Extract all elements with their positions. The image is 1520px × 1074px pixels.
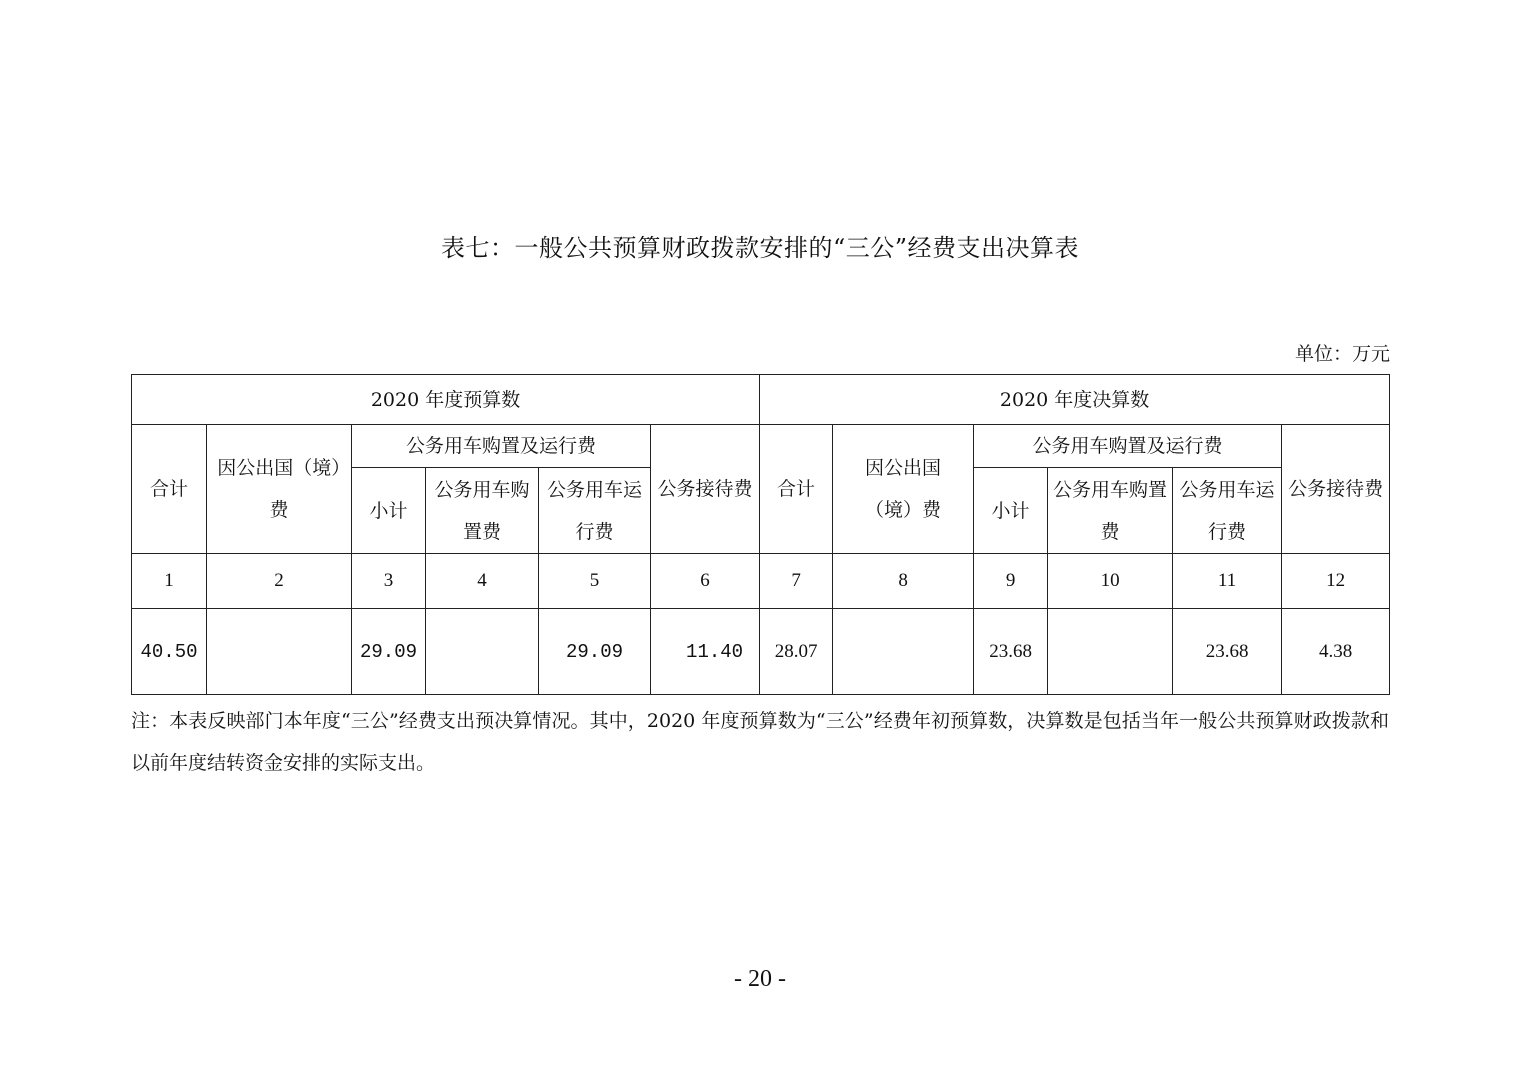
budget-total-value: 40.50 — [132, 609, 207, 695]
final-group-header: 2020 年度决算数 — [760, 375, 1390, 425]
budget-group-header: 2020 年度预算数 — [132, 375, 760, 425]
index-cell: 6 — [651, 554, 760, 609]
index-cell: 11 — [1173, 554, 1282, 609]
page-number: - 20 - — [734, 966, 786, 992]
final-subtotal-header: 小计 — [974, 468, 1048, 554]
index-cell: 7 — [760, 554, 833, 609]
budget-reception-value: 11.40 — [651, 609, 760, 695]
unit-label: 单位：万元 — [1294, 343, 1390, 365]
final-vehicle-operation-header: 公务用车运行费 — [1173, 468, 1282, 554]
budget-vehicle-operation-value: 29.09 — [539, 609, 651, 695]
index-cell: 9 — [974, 554, 1048, 609]
index-row — [132, 554, 1390, 609]
column-header-row — [132, 425, 1390, 468]
sangong-expenditure-table — [131, 374, 1390, 695]
budget-subtotal-value: 29.09 — [352, 609, 426, 695]
final-vehicle-purchase-value — [1048, 609, 1173, 695]
final-reception-header: 公务接待费 — [1282, 425, 1390, 554]
index-cell: 3 — [352, 554, 426, 609]
budget-subtotal-header: 小计 — [352, 468, 426, 554]
final-reception-value: 4.38 — [1282, 609, 1390, 695]
budget-abroad-header: 因公出国（境）费 — [207, 425, 352, 554]
data-row — [132, 609, 1390, 695]
budget-vehicle-operation-header: 公务用车运行费 — [539, 468, 651, 554]
budget-reception-header: 公务接待费 — [651, 425, 760, 554]
budget-abroad-value — [207, 609, 352, 695]
budget-vehicle-purchase-header: 公务用车购置费 — [426, 468, 539, 554]
table-note: 注：本表反映部门本年度“三公”经费支出预决算情况。其中，2020 年度预算数为“三公”经费年初预算数，决算数是包括当年一般公共预算财政拨款和以前年度结转资金安排的实际支出。 — [131, 710, 1389, 774]
final-vehicle-purchase-header: 公务用车购置费 — [1048, 468, 1173, 554]
final-subtotal-value: 23.68 — [974, 609, 1048, 695]
index-cell: 10 — [1048, 554, 1173, 609]
final-abroad-header: 因公出国（境）费 — [833, 425, 974, 554]
budget-total-header: 合计 — [132, 425, 207, 554]
page-title: 表七：一般公共预算财政拨款安排的“三公”经费支出决算表 — [440, 234, 1080, 262]
budget-vehicle-purchase-value — [426, 609, 539, 695]
index-cell: 5 — [539, 554, 651, 609]
final-total-header: 合计 — [760, 425, 833, 554]
final-total-value: 28.07 — [760, 609, 833, 695]
final-abroad-value — [833, 609, 974, 695]
index-cell: 1 — [132, 554, 207, 609]
budget-vehicle-header: 公务用车购置及运行费 — [352, 425, 651, 468]
index-cell: 8 — [833, 554, 974, 609]
final-vehicle-operation-value: 23.68 — [1173, 609, 1282, 695]
final-vehicle-header: 公务用车购置及运行费 — [974, 425, 1282, 468]
group-header-row — [132, 375, 1390, 425]
index-cell: 12 — [1282, 554, 1390, 609]
index-cell: 4 — [426, 554, 539, 609]
index-cell: 2 — [207, 554, 352, 609]
